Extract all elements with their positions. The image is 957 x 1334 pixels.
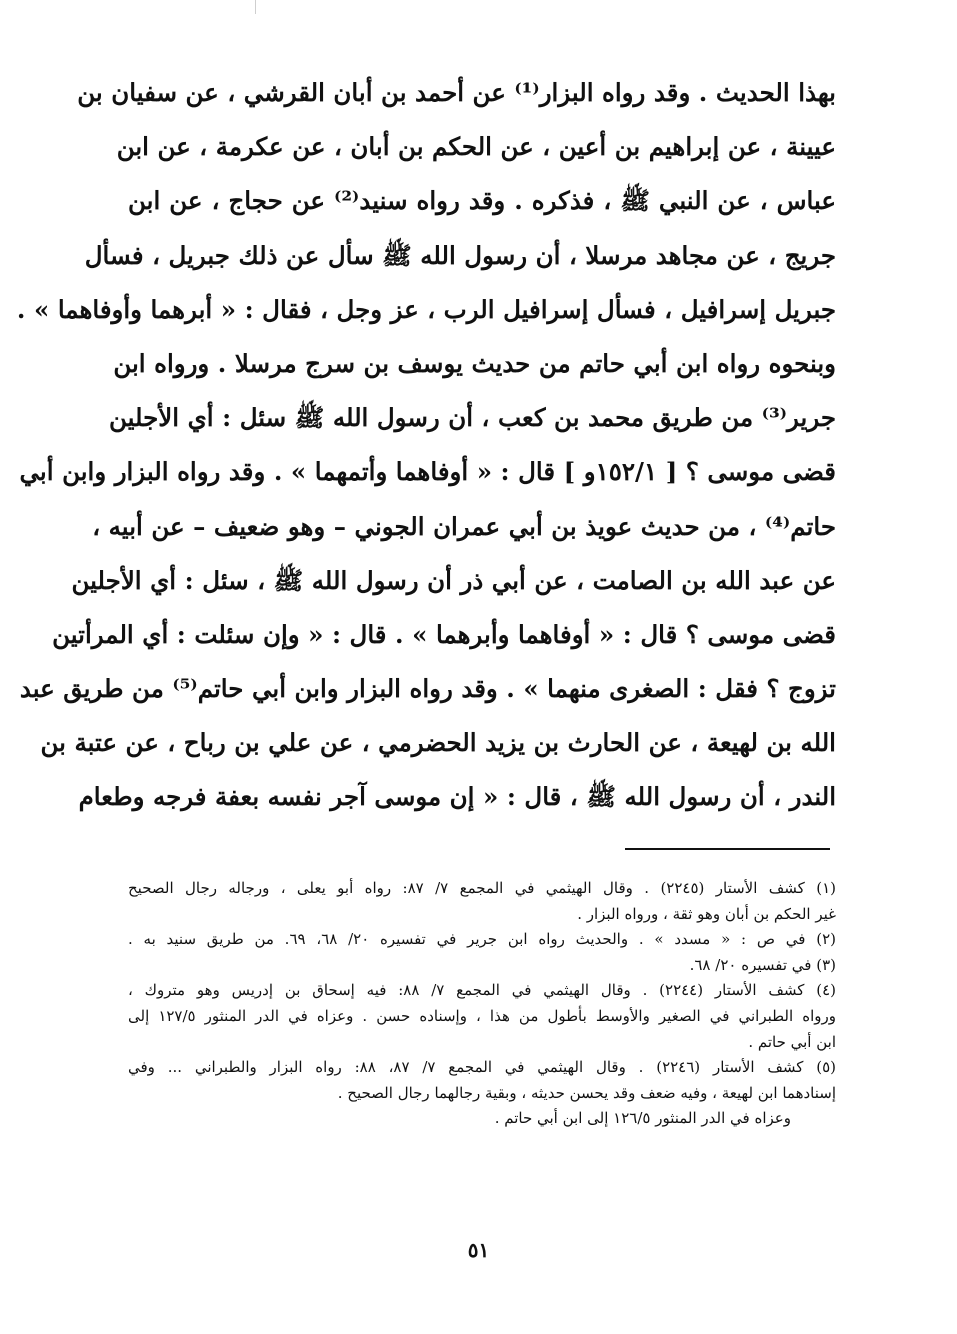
footnote-line: (٤) كشف الأستار (٢٢٤٤) . وقال الهيثمي في المجمع ٧/ ٨٨: فيه إسحاق بن إدريس وهو متروك ، <box>128 981 836 1000</box>
footnote-line: (٢) في ص : « مسدد » . والحديث رواه ابن جرير في تفسيره ٢٠/ ٦٨، ٦٩. من طريق سنيد به . <box>128 930 836 949</box>
footnotes-block <box>128 876 836 1132</box>
main-text-line: جريج ، عن مجاهد مرسلا ، أن رسول الله ﷺ سأل عن ذلك جبريل ، فسأل <box>84 240 836 270</box>
main-text-block <box>16 66 836 825</box>
footnote-line: وعزاه في الدر المنثور ١٢٦/٥ إلى ابن أبي حاتم . <box>494 1109 791 1128</box>
main-text-line: قضى موسى ؟ [ ١٥٢/١و ] قال : « أوفاهما وأتمهما » . وقد رواه البزار وابن أبي <box>19 457 836 487</box>
main-text-line: الله بن لهيعة ، عن الحارث بن يزيد الحضرمي ، عن علي بن رباح ، عن عتبة بن <box>40 728 836 758</box>
scan-mark <box>255 0 256 14</box>
main-text-line: جرير⁽³⁾ من طريق محمد بن كعب ، أن رسول الله ﷺ سئل : أي الأجلين <box>109 403 836 433</box>
main-text-line: عيينة ، عن إبراهيم بن أعين ، عن الحكم بن أبان ، عن عكرمة ، عن ابن <box>116 132 836 162</box>
main-text-line: قضى موسى ؟ قال : « أوفاهما وأبرهما » . قال : « وإن سئلت : أي المرأتين <box>52 619 836 649</box>
main-text-line: وبنحوه رواه ابن أبي حاتم من حديث يوسف بن سرج مرسلا . ورواه ابن <box>113 348 836 378</box>
footnote-line: ابن أبي حاتم . <box>748 1032 836 1051</box>
footnote-line: غير الحكم بن أبان وهو ثقة ، ورواه البزار . <box>577 904 836 923</box>
footnote-separator <box>625 848 830 850</box>
main-text-line: الندر ، أن رسول الله ﷺ ، قال : « إن موسى آجر نفسه بعفة فرجه وطعام <box>78 782 836 812</box>
main-text-line: بهذا الحديث . وقد رواه البزار⁽¹⁾ عن أحمد بن أبان القرشي ، عن سفيان بن <box>77 78 836 107</box>
main-text-line: تزوج ؟ فقل : الصغرى منهما » . وقد رواه البزار وابن أبي حاتم⁽⁵⁾ من طريق عبد <box>19 674 836 704</box>
main-text-line: عباس ، عن النبي ﷺ ، فذكره . وقد رواه سنيد⁽²⁾ عن حجاج ، عن ابن <box>128 186 836 216</box>
footnote-line: (١) كشف الأستار (٢٢٤٥) . وقال الهيثمي في المجمع ٧/ ٨٧: رواه أبو يعلى ، ورجاله رجال الصحيح <box>128 879 836 897</box>
main-text-line: عن عبد الله بن الصامت ، عن أبي ذر أن رسول الله ﷺ ، سئل : أي الأجلين <box>71 565 836 595</box>
footnote-line: (٣) في تفسيره ٢٠/ ٦٨. <box>689 955 836 974</box>
footnote-line: ورواه الطبراني في الصغير والأوسط بأطول من هذا ، وإسناده حسن . وعزاه في الدر المنثور ١٢٧/٥ إلى <box>128 1006 836 1025</box>
footnote-line: (٥) كشف الأستار (٢٢٤٦) . وقال الهيثمي في المجمع ٧/ ٨٧، ٨٨: رواه البزار والطبراني ... وفي <box>128 1058 836 1077</box>
page-number: ٥١ <box>467 1238 490 1262</box>
main-text-line: جبريل إسرافيل ، فسأل إسرافيل الرب ، عز وجل ، فقال : « أبرهما وأوفاهما » . <box>16 294 836 324</box>
footnote-line: إسنادهما ابن لهيعة ، وفيه ضعف وقد يحسن حديثه ، وبقية رجالهما رجال الصحيح . <box>337 1083 836 1102</box>
main-text-line: حاتم⁽⁴⁾ ، من حديث عويذ بن أبي عمران الجوني – وهو ضعيف – عن أبيه ، <box>92 511 836 541</box>
